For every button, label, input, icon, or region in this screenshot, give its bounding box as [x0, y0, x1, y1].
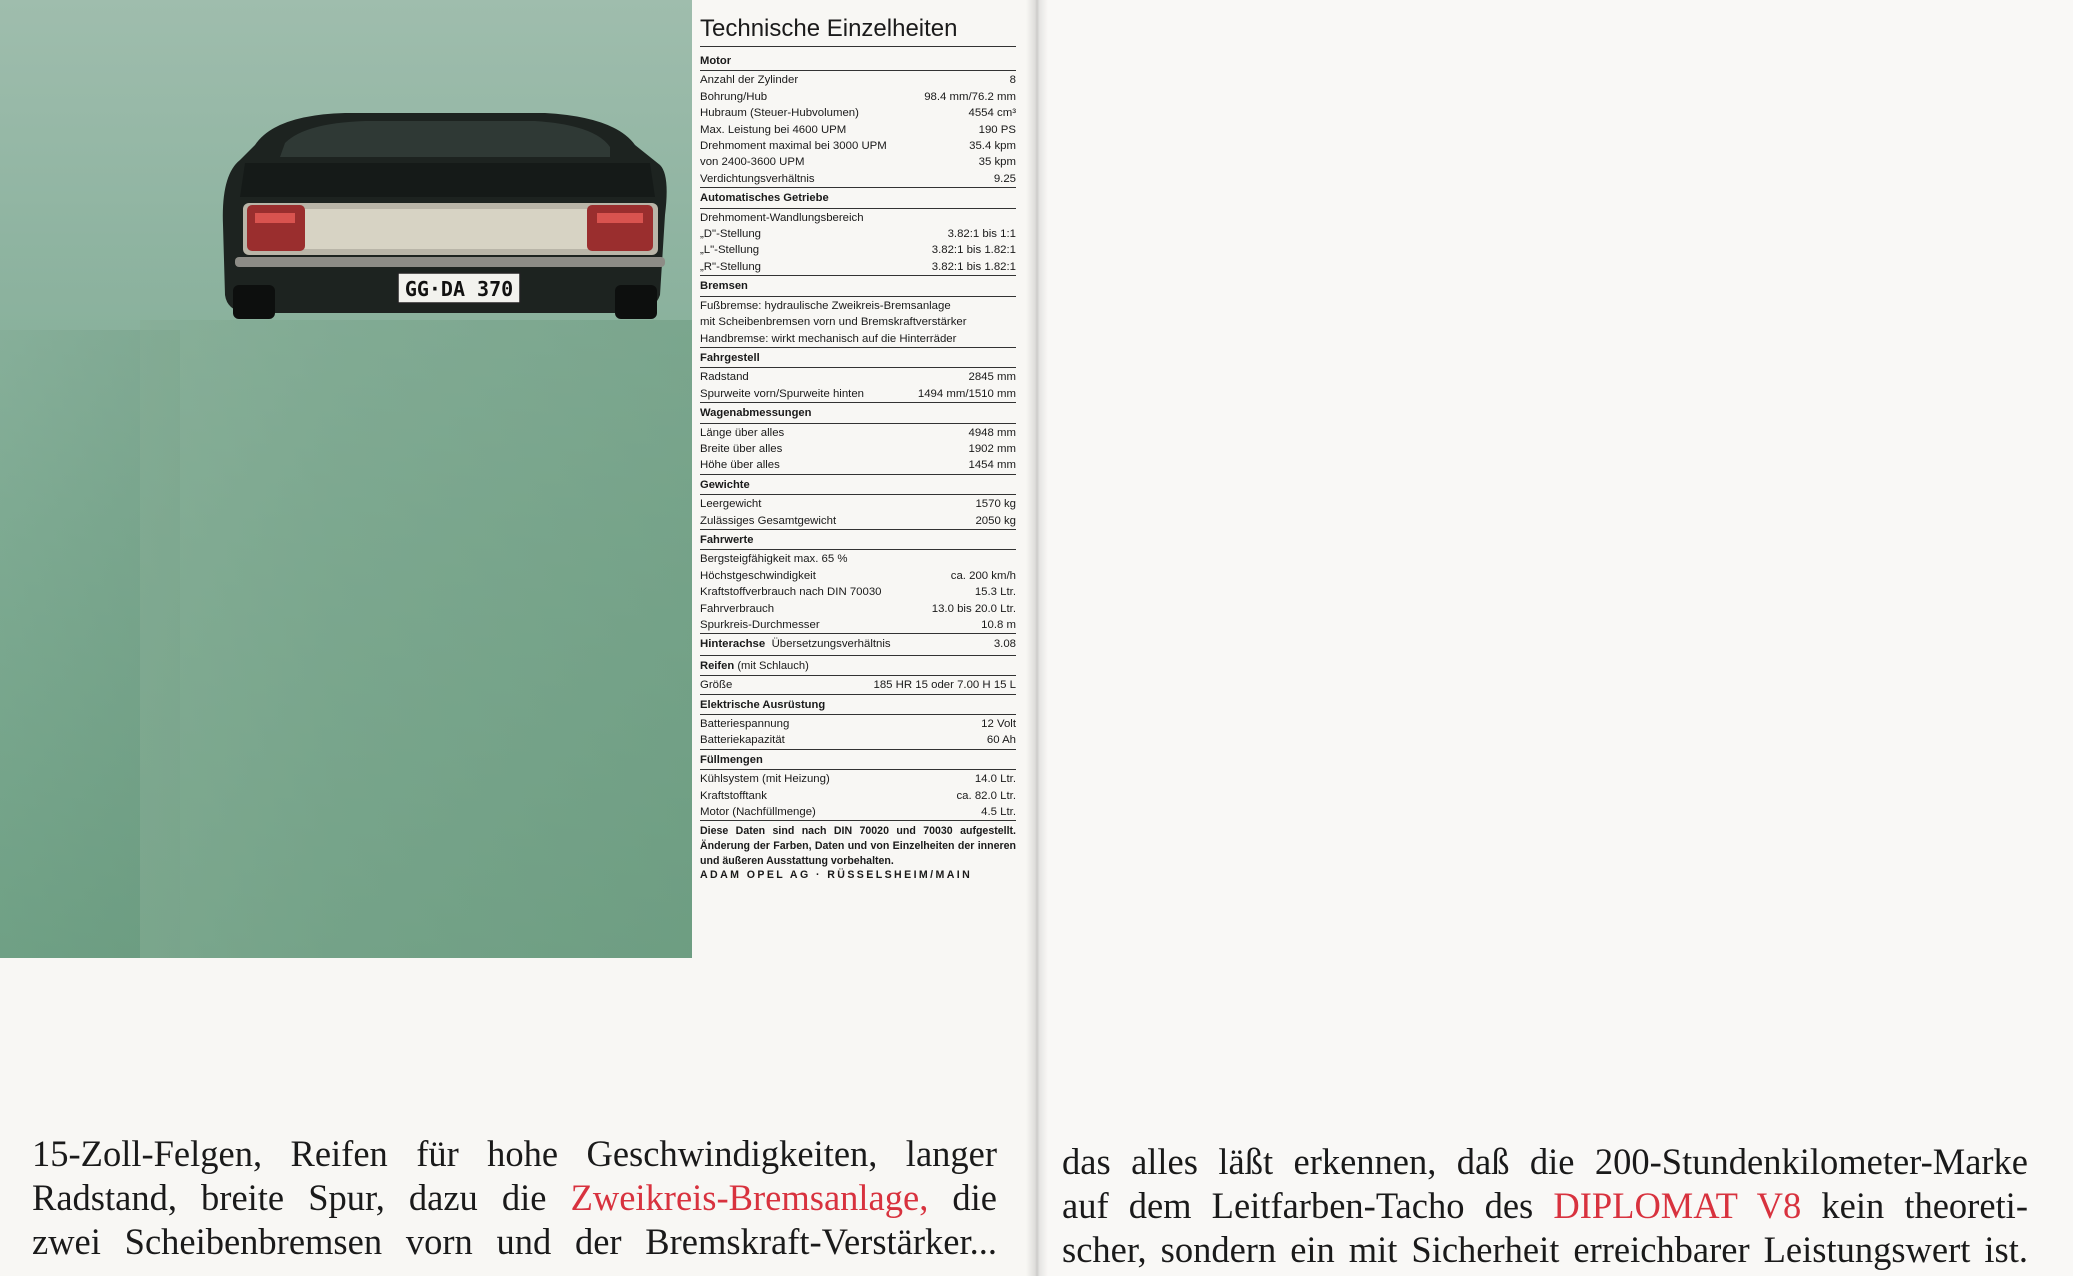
spec-value: 3.08: [993, 638, 1016, 651]
spec-row: [700, 154, 1016, 170]
spec-value: 15.3 Ltr.: [974, 586, 1016, 599]
spec-value: 35.4 kpm: [969, 140, 1016, 153]
section-heading: Motor: [700, 51, 1016, 71]
left-page: [0, 0, 1035, 1276]
spec-label: „R"-Stellung: [700, 260, 762, 273]
page-gutter: [1026, 0, 1048, 1276]
spec-row: [700, 496, 1016, 512]
spec-value: 3.82:1 bis 1.82:1: [931, 244, 1016, 257]
spec-section: [700, 530, 1016, 634]
spec-value: 12 Volt: [981, 718, 1016, 731]
section-heading-reifen: [700, 656, 1016, 676]
license-plate: GG·DA 370: [404, 277, 514, 301]
caption-text: Radstand, breite Spur, dazu die: [32, 1177, 571, 1218]
spec-value: 3.82:1 bis 1.82:1: [931, 260, 1016, 273]
spec-label: Kühlsystem (mit Heizung): [700, 773, 830, 786]
spec-label: Bohrung/Hub: [700, 90, 768, 103]
spec-value: 13.0 bis 20.0 Ltr.: [931, 602, 1016, 615]
spec-label: Spurweite vorn/Spurweite hinten: [700, 387, 864, 400]
spec-row: [700, 425, 1016, 441]
spec-label: Verdichtungsverhältnis: [700, 172, 815, 185]
caption-text: die: [928, 1177, 997, 1218]
spec-row: [700, 457, 1016, 473]
caption-left-line-2: [32, 1176, 997, 1220]
spec-label: Drehmoment maximal bei 3000 UPM: [700, 140, 887, 153]
spec-label: Motor (Nachfüllmenge): [700, 806, 816, 819]
spec-value: 14.0 Ltr.: [974, 773, 1016, 786]
spec-label: Kraftstoffverbrauch nach DIN 70030: [700, 586, 882, 599]
spec-label: Länge über alles: [700, 426, 785, 439]
spec-row: [700, 441, 1016, 457]
spec-row: [700, 732, 1016, 748]
spec-row: [700, 617, 1016, 633]
section-heading: Hinterachse: [700, 638, 766, 651]
spec-row: [700, 72, 1016, 88]
spec-row: [700, 584, 1016, 600]
technical-specs: [700, 14, 1016, 883]
spec-section: [700, 750, 1016, 822]
section-heading: Automatisches Getriebe: [700, 188, 1016, 208]
section-heading: Fahrgestell: [700, 348, 1016, 368]
spec-section-reifen: [700, 656, 1016, 695]
spec-label: „D"-Stellung: [700, 228, 762, 241]
car-rear-image: [215, 105, 675, 325]
spec-label: Radstand: [700, 371, 749, 384]
spec-value: 1570 kg: [975, 498, 1016, 511]
spec-value: 60 Ah: [986, 734, 1016, 747]
spec-section: [700, 475, 1016, 530]
spec-section: [700, 348, 1016, 403]
spec-text: Fußbremse: hydraulische Zweikreis-Bremsanlage: [700, 299, 951, 312]
specs-footnote: Diese Daten sind nach DIN 70020 und 70030 aufgestellt. Änderung der Farben, Daten und von Einzelheiten der inneren und äußeren Ausstattung vorbehalten.: [700, 825, 1016, 867]
section-heading: Reifen: [700, 659, 735, 672]
spec-value: 4948 mm: [968, 426, 1016, 439]
section-heading: Bremsen: [700, 276, 1016, 296]
specs-title: Technische Einzelheiten: [700, 14, 1016, 47]
spec-text: Handbremse: wirkt mechanisch auf die Hinterräder: [700, 332, 957, 345]
spec-value: 3.82:1 bis 1:1: [947, 228, 1016, 241]
spec-value: 9.25: [993, 172, 1016, 185]
section-heading: Füllmengen: [700, 750, 1016, 770]
section-heading: Elektrische Ausrüstung: [700, 695, 1016, 715]
spec-row: [700, 226, 1016, 242]
spec-row: [700, 513, 1016, 529]
spec-row: [700, 677, 1016, 693]
spec-section: [700, 51, 1016, 188]
spec-row: [700, 601, 1016, 617]
spec-label: Leergewicht: [700, 498, 762, 511]
spec-label: Höhe über alles: [700, 459, 780, 472]
spec-hinterachse: [700, 634, 1016, 655]
spec-value: 4.5 Ltr.: [981, 806, 1016, 819]
spec-value: 190 PS: [978, 123, 1016, 136]
spec-row: [700, 171, 1016, 187]
spec-section: [700, 188, 1016, 276]
section-heading: Fahrwerte: [700, 530, 1016, 550]
spec-row: [700, 551, 1016, 567]
caption-right: [1062, 1140, 2028, 1272]
spec-value: 8: [1009, 74, 1016, 87]
caption-right-line-1: das alles läßt erkennen, daß die 200-Stundenkilometer-Marke: [1062, 1141, 2028, 1182]
spec-value: 185 HR 15 oder 7.00 H 15 L: [873, 679, 1016, 692]
spec-label: von 2400-3600 UPM: [700, 156, 805, 169]
spec-row: [700, 259, 1016, 275]
spec-label: Übersetzungsverhältnis: [771, 638, 891, 651]
spec-value: ca. 82.0 Ltr.: [956, 789, 1016, 802]
spec-label: Höchstgeschwindigkeit: [700, 569, 816, 582]
spec-value: 1494 mm/1510 mm: [917, 387, 1016, 400]
spec-row: [700, 105, 1016, 121]
spec-value: 4554 cm³: [968, 107, 1016, 120]
spec-value: 10.8 m: [981, 619, 1016, 631]
spec-row: [700, 369, 1016, 385]
spec-label: Drehmoment-Wandlungsbereich: [700, 211, 864, 224]
spec-label: Batteriespannung: [700, 718, 790, 731]
spec-value: 1902 mm: [968, 442, 1016, 455]
caption-left: [32, 1132, 997, 1264]
spec-label: Bergsteigfähigkeit max. 65 %: [700, 553, 848, 566]
spec-label: Batteriekapazität: [700, 734, 785, 747]
spec-value: 98.4 mm/76.2 mm: [924, 90, 1016, 103]
spec-value: 2050 kg: [975, 514, 1016, 527]
spec-value: 1454 mm: [968, 459, 1016, 472]
caption-right-line-2: [1062, 1184, 2028, 1228]
spec-row: [700, 568, 1016, 584]
spec-row: [700, 210, 1016, 226]
spec-text: mit Scheibenbremsen vorn und Bremskraftverstärker: [700, 316, 967, 329]
caption-left-line-3: zwei Scheibenbremsen vorn und der Bremskraft-Verstärker...: [32, 1221, 997, 1262]
caption-left-line-1: 15-Zoll-Felgen, Reifen für hohe Geschwindigkeiten, langer: [32, 1133, 997, 1174]
spec-row: [700, 788, 1016, 804]
spec-label: Hubraum (Steuer-Hubvolumen): [700, 107, 859, 120]
spec-label: Spurkreis-Durchmesser: [700, 619, 820, 631]
spec-label: Breite über alles: [700, 442, 783, 455]
spec-row: [700, 386, 1016, 402]
spec-row: [700, 89, 1016, 105]
caption-right-line-3: scher, sondern ein mit Sicherheit erreichbarer Leistungswert ist.: [1062, 1229, 2028, 1270]
car-photo: [0, 0, 692, 958]
spec-label: Zulässiges Gesamtgewicht: [700, 514, 837, 527]
spec-section: [700, 403, 1016, 475]
spec-row: [700, 122, 1016, 138]
right-page: [1035, 0, 2073, 1276]
caption-highlight: Zweikreis-Bremsanlage,: [570, 1177, 929, 1218]
caption-highlight: DIPLOMAT V8: [1553, 1185, 1802, 1226]
spec-section: [700, 276, 1016, 348]
spec-value: ca. 200 km/h: [950, 569, 1016, 582]
spec-label: Max. Leistung bei 4600 UPM: [700, 123, 847, 136]
spec-label: Anzahl der Zylinder: [700, 74, 799, 87]
spec-label: Kraftstofftank: [700, 789, 767, 802]
spec-row: [700, 242, 1016, 258]
spec-row: [700, 138, 1016, 154]
section-subheading: (mit Schlauch): [737, 659, 809, 672]
section-heading: Wagenabmessungen: [700, 403, 1016, 423]
spec-row: [700, 771, 1016, 787]
spec-value: 35 kpm: [978, 156, 1016, 169]
spec-label: Größe: [700, 679, 733, 692]
spec-value: 2845 mm: [968, 371, 1016, 384]
photo-pillar: [140, 320, 692, 958]
spec-row: [700, 804, 1016, 820]
publisher-line: ADAM OPEL AG · RÜSSELSHEIM/MAIN: [700, 869, 973, 882]
section-heading: Gewichte: [700, 475, 1016, 495]
spec-section: [700, 695, 1016, 750]
spec-label: „L"-Stellung: [700, 244, 760, 257]
spec-row: [700, 716, 1016, 732]
spec-label: Fahrverbrauch: [700, 602, 775, 615]
caption-text: auf dem Leitfarben-Tacho des: [1062, 1185, 1554, 1226]
caption-text: kein theoreti-: [1801, 1185, 2028, 1226]
